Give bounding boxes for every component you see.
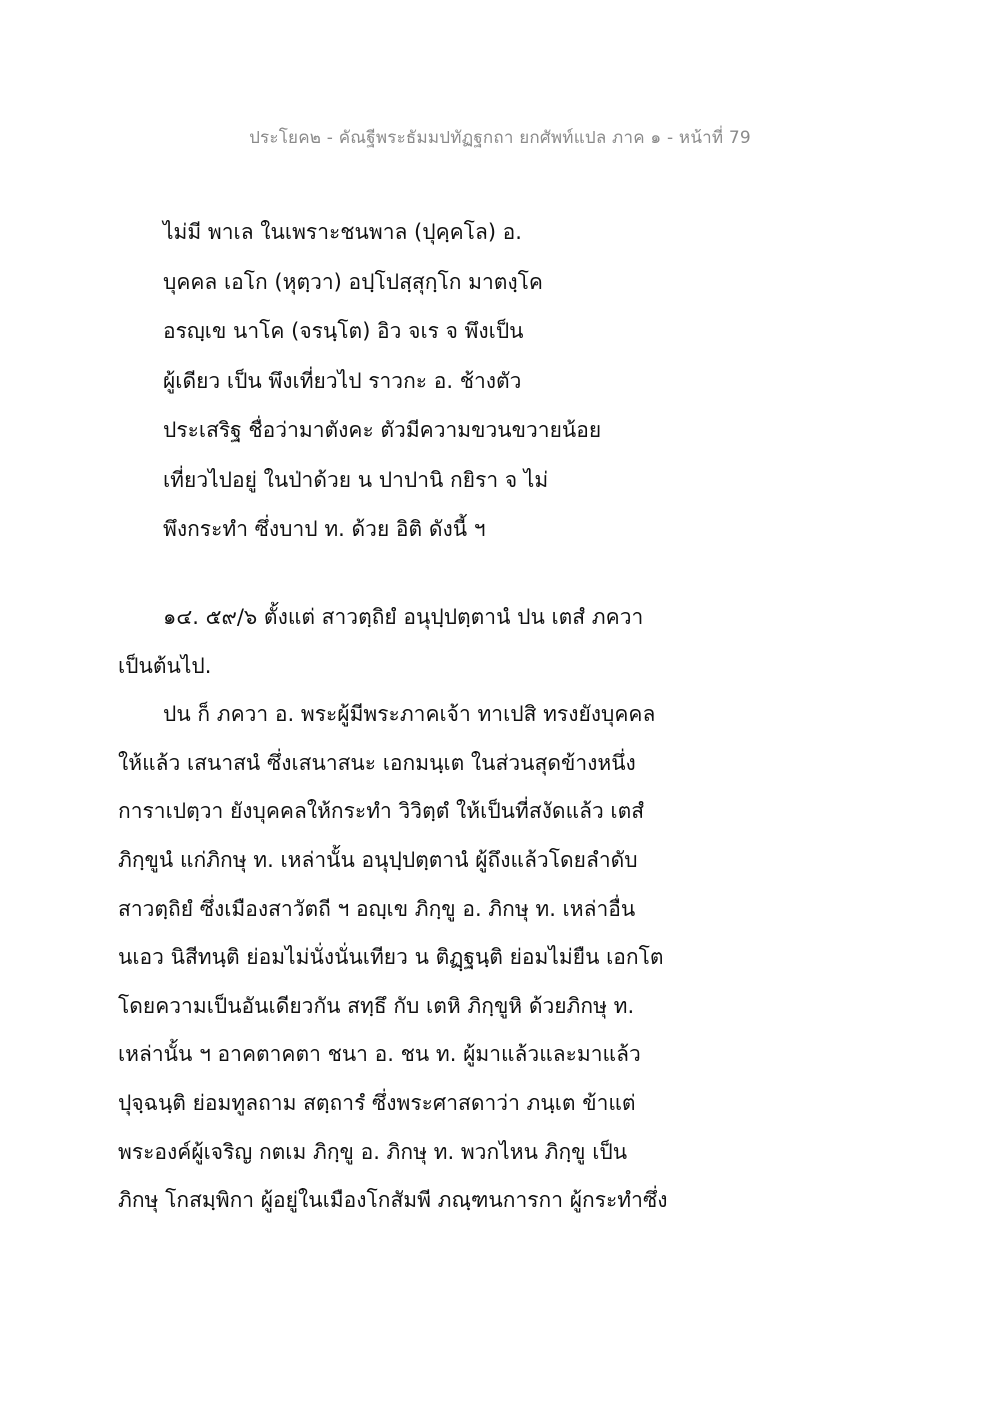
body-line: นเอว นิสีทนฺติ ย่อมไม่นั่งนั่นเทียว น ติฏฺฐนฺติ ย่อมไม่ยืน เอกโต [118,945,664,970]
body-line: เป็นต้นไป. [118,653,212,678]
body-text [118,597,898,1229]
body-line: โดยความเป็นอันเดียวกัน สทฺธึ กับ เตหิ ภิกฺขูหิ ด้วยภิกษุ ท. [118,993,635,1018]
verse-line: ผู้เดียว เป็น พึงเที่ยวไป ราวกะ อ. ช้างตัว [163,368,522,393]
body-line: เหล่านั้น ฯ อาคตาคตา ชนา อ. ชน ท. ผู้มาแล้วและมาแล้ว [118,1042,641,1067]
verse-line: เที่ยวไปอยู่ ในป่าด้วย น ปาปานิ กยิรา จ ไม่ [163,467,549,492]
verse-line: ไม่มี พาเล ในเพราะชนพาล (ปุคฺคโล) อ. [163,220,522,244]
body-line: พระองค์ผู้เจริญ กตเม ภิกฺขู อ. ภิกษุ ท. พวกไหน ภิกฺขู เป็น [118,1139,628,1164]
verse-block [163,212,723,559]
body-line: ให้แล้ว เสนาสนํ ซึ่งเสนาสนะ เอกมนฺเต ในส่วนสุดข้างหนึ่ง [118,750,636,775]
body-line: ภิกฺขูนํ แก่ภิกษุ ท. เหล่านั้น อนุปฺปตฺตานํ ผู้ถึงแล้วโดยลำดับ [118,847,638,872]
verse-line: อรญฺเข นาโค (จรนฺโต) อิว จเร จ พึงเป็น [163,319,524,343]
body-line: การาเปตฺวา ยังบุคคลให้กระทำ วิวิตฺตํ ให้เป็นที่สงัดแล้ว เตสํ [118,799,645,824]
body-line: สาวตฺถิยํ ซึ่งเมืองสาวัตถี ฯ อญฺเข ภิกฺขู อ. ภิกษุ ท. เหล่าอื่น [118,896,636,921]
verse-line: พึงกระทำ ซึ่งบาป ท. ด้วย อิติ ดังนี้ ฯ [163,517,486,541]
body-line: ปุจฺฉนฺติ ย่อมทูลถาม สตฺถารํ ซึ่งพระศาสดาว่า ภนฺเต ข้าแต่ [118,1090,636,1115]
paragraph-first-line: ปน ก็ ภควา อ. พระผู้มีพระภาคเจ้า ทาเปสิ ทรงยังบุคคล [163,702,656,727]
section-heading-line: ๑๔. ๕๙/๖ ตั้งแต่ สาวตฺถิยํ อนุปฺปตฺตานํ ปน เตสํ ภควา [163,605,644,629]
verse-line: บุคคล เอโก (หุตฺวา) อปฺโปสฺสุกฺโก มาตงฺโค [163,269,543,294]
page-header: ประโยค๒ - คัณฐีพระธัมมปทัฏฐกถา ยกศัพท์แปล ภาค ๑ - หน้าที่ 79 [249,128,751,148]
verse-line: ประเสริฐ ชื่อว่ามาตังคะ ตัวมีความขวนขวายน้อย [163,418,602,442]
body-line: ภิกษุ โกสมฺพิกา ผู้อยู่ในเมืองโกสัมพี ภณฺฑนการกา ผู้กระทำซึ่ง [118,1188,668,1213]
